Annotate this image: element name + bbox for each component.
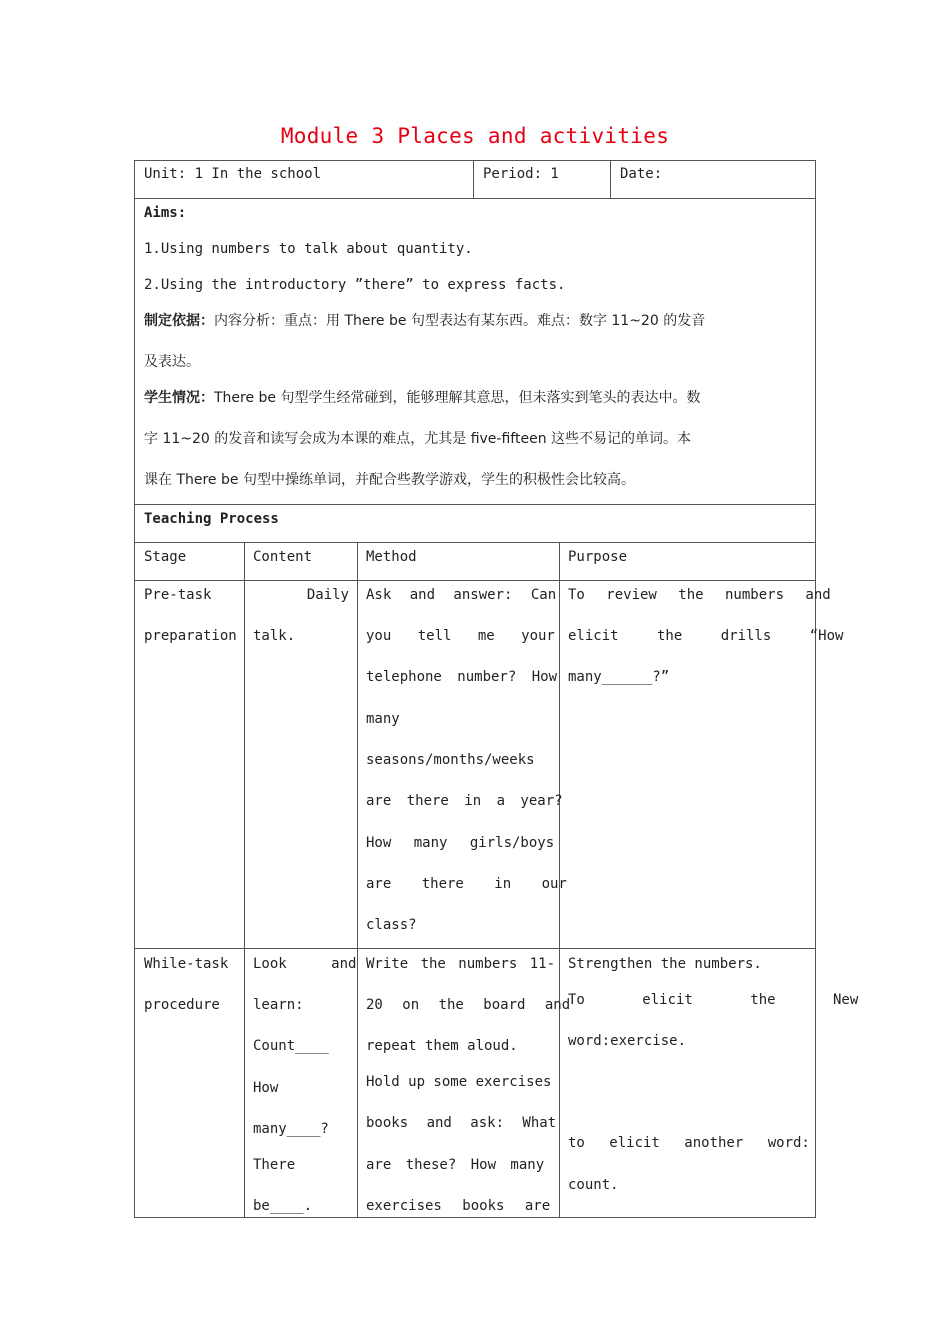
r1-stage-2: preparation xyxy=(144,628,237,644)
r2-content-7: be____. xyxy=(253,1198,313,1214)
r1-method-4: many xyxy=(366,711,400,727)
period-cell: Period: 1 xyxy=(483,166,559,182)
r1-purpose-3: many______?” xyxy=(568,669,670,685)
aim-item-1: 1.Using numbers to talk about quantity. xyxy=(144,241,473,257)
r2-method-1: Write the numbers 11- xyxy=(366,956,556,972)
student-line-3: 课在 There be 句型中操练单词，并配合些教学游戏，学生的积极性会比较高。 xyxy=(144,472,635,488)
r1-method-6: are there in a year? xyxy=(366,793,563,809)
r1-content-2: talk. xyxy=(253,628,296,644)
r2-method-2: 20 on the board and xyxy=(366,997,571,1013)
r1-method-9: class? xyxy=(366,917,417,933)
r1-method-3: telephone number? How xyxy=(366,669,558,685)
r2-method-6: are these? How many xyxy=(366,1157,545,1173)
unit-cell: Unit: 1 In the school xyxy=(144,166,322,182)
r2-content-4: How xyxy=(253,1080,279,1096)
r2-method-5: books and ask: What xyxy=(366,1115,557,1131)
basis-label: 制定依据： xyxy=(144,313,214,329)
r1-method-8: are there in our xyxy=(366,876,567,892)
student-line-2: 字 11~20 的发音和读写会成为本课的难点，尤其是 five-fifteen 这些不易记的单词。本 xyxy=(144,431,692,447)
teaching-heading: Teaching Process xyxy=(144,511,279,527)
r2-method-7: exercises books are xyxy=(366,1198,551,1214)
r2-method-3: repeat them aloud. xyxy=(366,1038,518,1054)
r1-stage-1: Pre-task xyxy=(144,587,212,603)
r2-content-5: many____? xyxy=(253,1121,329,1137)
r2-purpose-2: To elicit the New xyxy=(568,992,859,1008)
r2-purpose-4: to elicit another word: xyxy=(568,1135,810,1151)
r1-content-1: Daily xyxy=(306,587,349,603)
r1-method-5: seasons/months/weeks xyxy=(366,752,535,768)
basis-line-2: 及表达。 xyxy=(144,354,200,370)
basis-line-1: 制定依据：内容分析：重点：用 There be 句型表达有某东西。难点：数字 11~20 的发音 xyxy=(144,313,706,329)
student-line-1: 学生情况：There be 句型学生经常碰到，能够理解其意思，但未落实到笔头的表达中。数 xyxy=(144,390,701,406)
r1-method-2: you tell me your xyxy=(366,628,555,644)
aims-label: Aims: xyxy=(144,205,187,221)
r2-stage-1: While-task xyxy=(144,956,229,972)
r2-content-6: There xyxy=(253,1157,296,1173)
r2-stage-2: procedure xyxy=(144,997,220,1013)
r2-content-3: Count____ xyxy=(253,1038,329,1054)
aim-item-2: 2.Using the introductory ”there” to express facts. xyxy=(144,277,566,293)
date-cell: Date: xyxy=(620,166,663,182)
r1-purpose-1: To review the numbers and xyxy=(568,587,831,603)
col-method: Method xyxy=(366,549,417,565)
r2-content-2: learn: xyxy=(253,997,304,1013)
r2-purpose-5: count. xyxy=(568,1177,619,1193)
col-content: Content xyxy=(253,549,313,565)
r1-purpose-2: elicit the drills “How xyxy=(568,628,844,644)
r2-purpose-3: word:exercise. xyxy=(568,1033,687,1049)
col-purpose: Purpose xyxy=(568,549,628,565)
r2-purpose-1: Strengthen the numbers. xyxy=(568,956,762,972)
r2-method-4: Hold up some exercises xyxy=(366,1074,552,1090)
student-label: 学生情况： xyxy=(144,390,214,406)
r1-method-7: How many girls/boys xyxy=(366,835,555,851)
r2-content-1: Look and xyxy=(253,956,357,972)
r1-method-1: Ask and answer: Can xyxy=(366,587,557,603)
page-title: Module 3 Places and activities xyxy=(280,124,670,148)
col-stage: Stage xyxy=(144,549,187,565)
